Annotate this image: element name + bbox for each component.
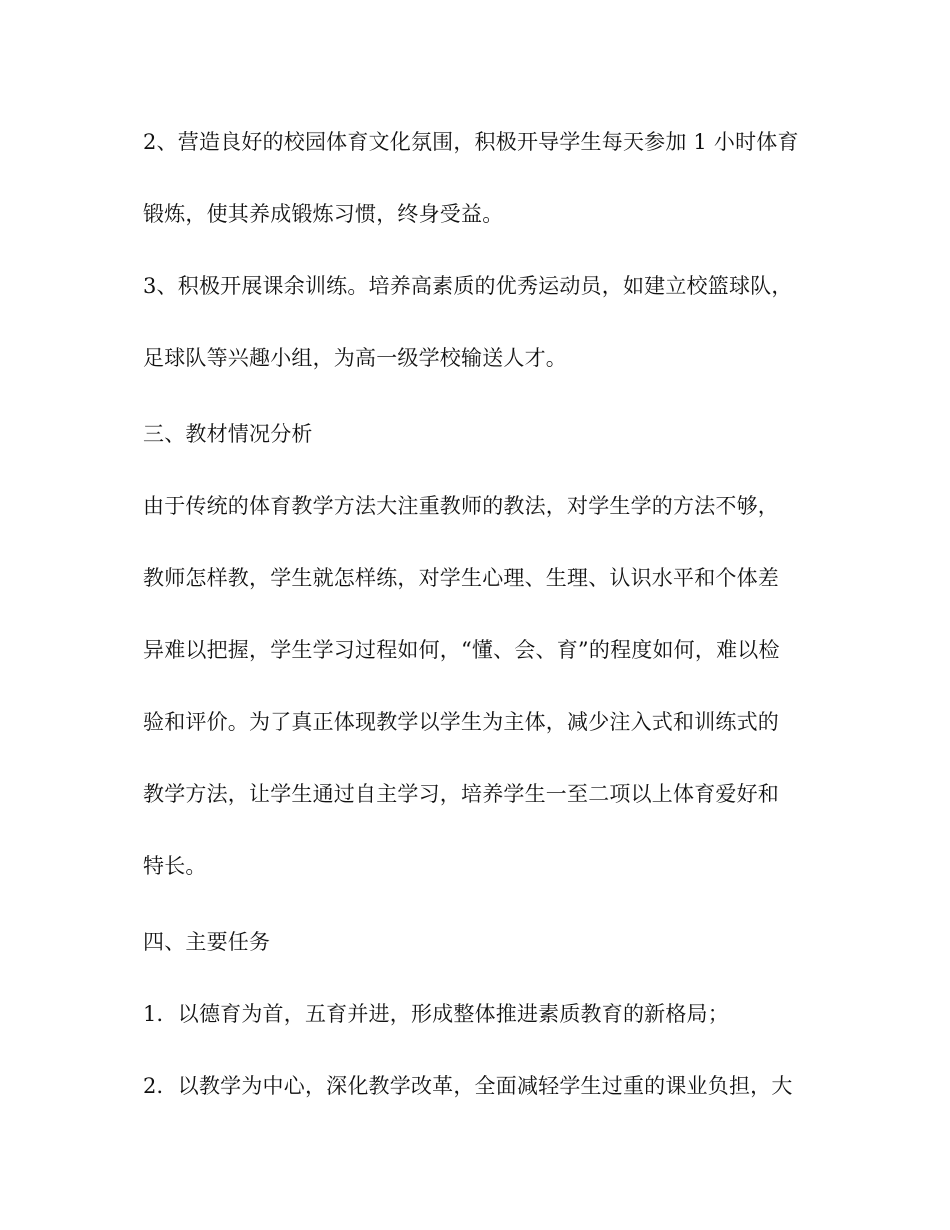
section-heading: 四、主要任务	[143, 930, 271, 954]
text-line: 2．以教学为中心，深化教学改革，全面减轻学生过重的课业负担，大	[143, 1074, 793, 1098]
text-line: 足球队等兴趣小组，为高一级学校输送人才。	[143, 346, 567, 370]
text-line: 验和评价。为了真正体现教学以学生为主体，减少注入式和训练式的	[143, 710, 779, 734]
text-line: 1．以德育为首，五育并进，形成整体推进素质教育的新格局；	[143, 1002, 729, 1026]
text-line: 2、营造良好的校园体育文化氛围，积极开导学生每天参加 1 小时体育	[143, 130, 799, 154]
text-line: 特长。	[143, 854, 207, 878]
text-line: 由于传统的体育教学方法大注重教师的教法，对学生学的方法不够，	[143, 494, 779, 518]
text-line: 教师怎样教，学生就怎样练，对学生心理、生理、认识水平和个体差	[143, 566, 779, 590]
text-line: 3、积极开展课余训练。培养高素质的优秀运动员，如建立校篮球队，	[143, 274, 793, 298]
text-line: 异难以把握，学生学习过程如何，“懂、会、育”的程度如何，难以检	[143, 638, 780, 662]
text-line: 锻炼，使其养成锻炼习惯，终身受益。	[143, 202, 504, 226]
text-line: 教学方法，让学生通过自主学习，培养学生一至二项以上体育爱好和	[143, 782, 779, 806]
section-heading: 三、教材情况分析	[143, 422, 313, 446]
